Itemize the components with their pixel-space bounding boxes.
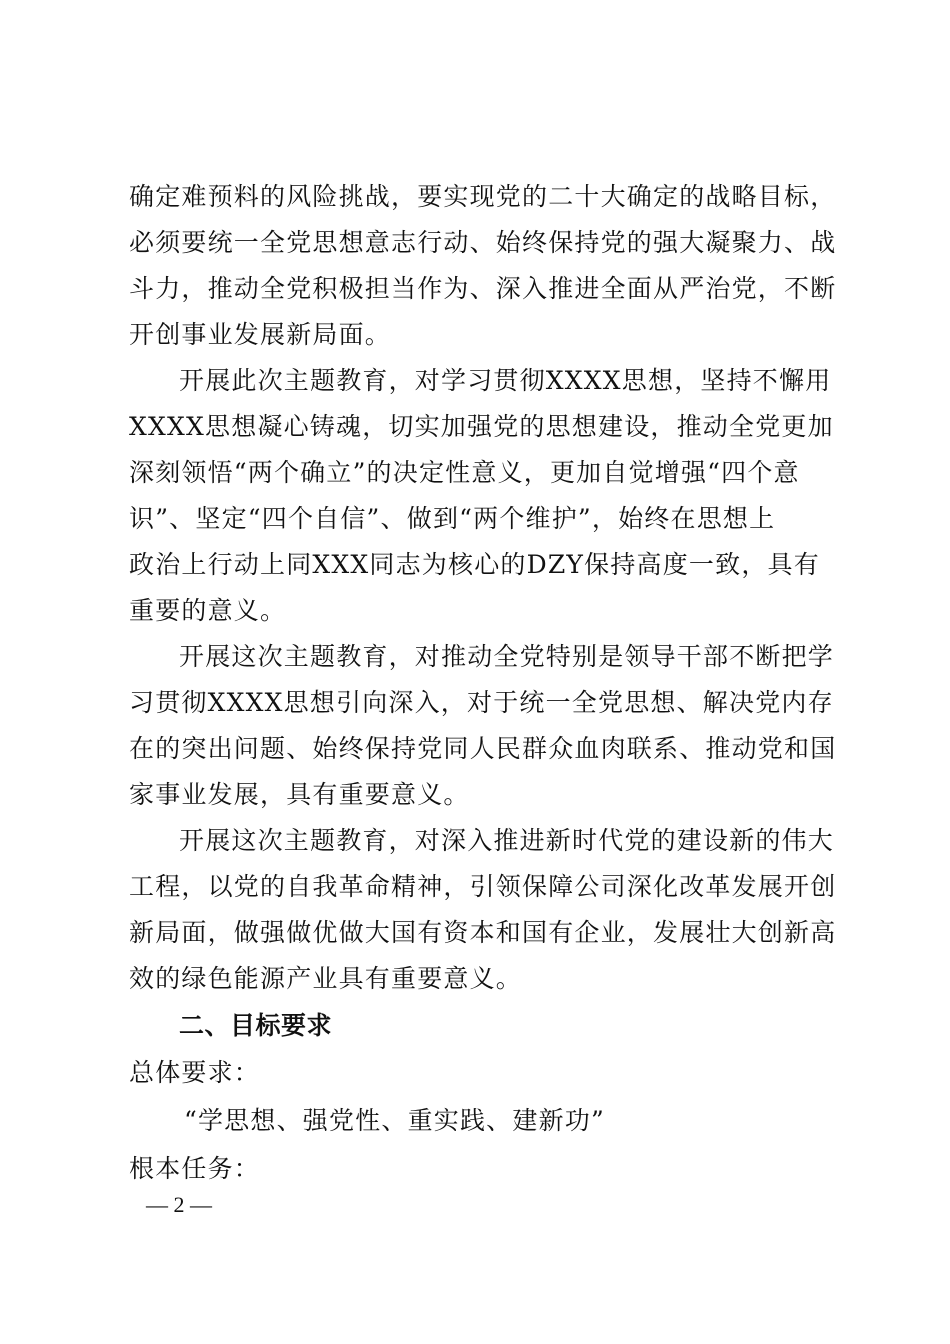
slogan: “学思想、强党性、重实践、建新功” (184, 1106, 605, 1135)
paragraph-start: 开展这次主题教育，对深入推进新时代党的建设新的伟大 (179, 826, 835, 855)
text-line: 开创事业发展新局面。 (129, 320, 392, 349)
paragraph-start: 开展这次主题教育，对推动全党特别是领导干部不断把学 (179, 642, 835, 671)
text-line: 效的绿色能源产业具有重要意义。 (129, 964, 523, 993)
paragraph-start: 开展此次主题教育，对学习贯彻XXXX思想，坚持不懈用 (179, 366, 832, 395)
text-line: 确定难预料的风险挑战，要实现党的二十大确定的战略目标， (129, 182, 837, 211)
text-line: XXXX思想凝心铸魂，切实加强党的思想建设，推动全党更加 (129, 412, 834, 441)
text-line: 新局面，做强做优做大国有资本和国有企业，发展壮大创新高 (129, 918, 837, 947)
fundamental-task-label: 根本任务： (129, 1154, 261, 1183)
text-line: 斗力，推动全党积极担当作为、深入推进全面从严治党，不断 (129, 274, 837, 303)
text-line: 在的突出问题、始终保持党同人民群众血肉联系、推动党和国 (129, 734, 837, 763)
text-line: 重要的意义。 (129, 596, 287, 625)
section-heading: 二、目标要求 (179, 1011, 333, 1040)
text-line: 家事业发展，具有重要意义。 (129, 780, 470, 809)
text-line: 深刻领悟“两个确立”的决定性意义，更加自觉增强“四个意 (129, 458, 800, 487)
text-line: 识”、坚定“四个自信”、做到“两个维护”，始终在思想上 (129, 504, 776, 533)
text-line: 政治上行动上同XXX同志为核心的DZY保持高度一致，具有 (129, 550, 820, 579)
text-line: 必须要统一全党思想意志行动、始终保持党的强大凝聚力、战 (129, 228, 837, 257)
text-line: 习贯彻XXXX思想引向深入，对于统一全党思想、解决党内存 (129, 688, 834, 717)
overall-requirements-label: 总体要求： (129, 1058, 261, 1087)
page-number: — 2 — (146, 1192, 212, 1217)
text-line: 工程，以党的自我革命精神，引领保障公司深化改革发展开创 (129, 872, 837, 901)
